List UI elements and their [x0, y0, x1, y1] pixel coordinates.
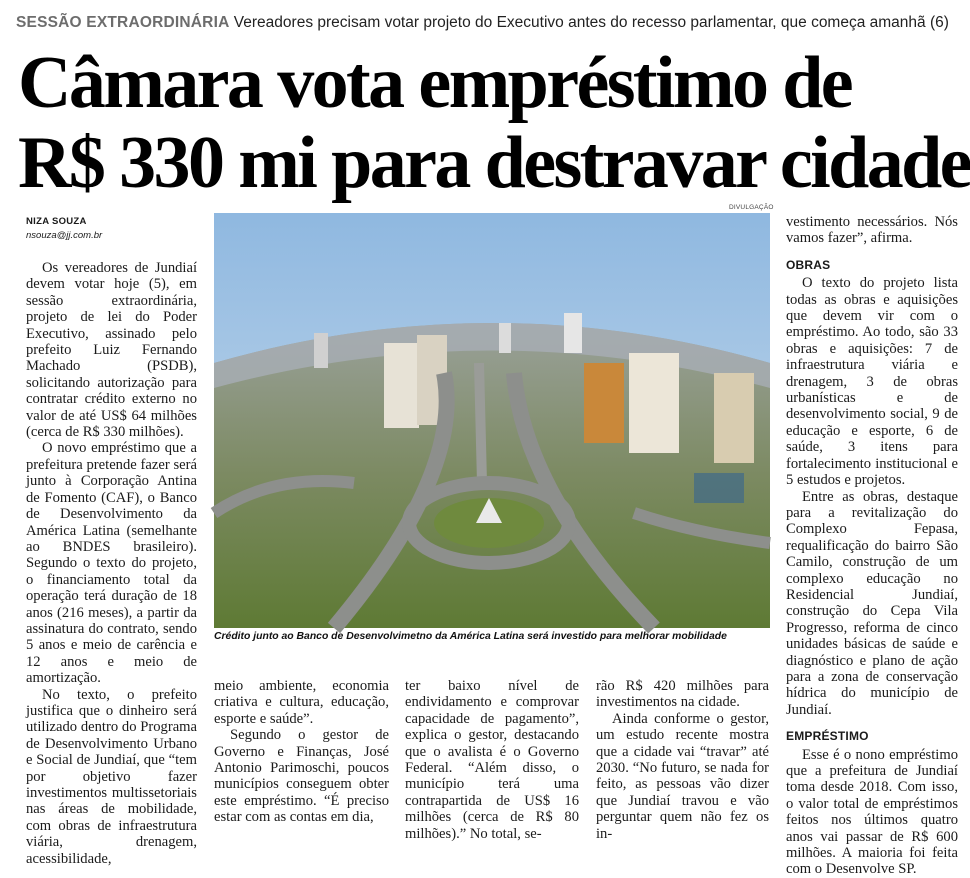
section-heading-obras: OBRAS: [786, 257, 831, 272]
aerial-city-photo: [214, 213, 770, 628]
kicker-text: Vereadores precisam votar projeto do Executivo antes do recesso parlamentar, que começa amanhã (6): [233, 14, 949, 31]
article-column-4: [596, 678, 769, 842]
paragraph: meio ambiente, economia criativa e cultura, educação, esporte e saúde”.: [214, 678, 389, 727]
paragraph: Segundo o gestor de Governo e Finanças, José Antonio Parimoschi, poucos municípios conseguem obter este empréstimo. “É preciso estar com as contas em dia,: [214, 727, 389, 826]
photo-credit: DIVULGAÇÃO: [729, 204, 774, 211]
paragraph: rão R$ 420 milhões para investimentos na cidade.: [596, 678, 769, 711]
paragraph: O novo empréstimo que a prefeitura pretende fazer será junto à Corporação Antina de Fomento (CAF), o Banco de Desenvolvimento da América Latina (semelhante ao BNDES brasileiro). Segundo o texto do projeto, o financiamento total da operação terá duração de 18 anos (216 meses), a partir da assinatura do contrato, sendo 5 anos e meio de carência e 12 anos e meio de amortização.: [26, 440, 197, 687]
byline-email: nsouza@jj.com.br: [26, 230, 103, 241]
article-column-2: [214, 678, 389, 836]
kicker: [16, 14, 956, 36]
headline-line-1: Câmara vota empréstimo de: [18, 42, 852, 124]
paragraph: O texto do projeto lista todas as obras e aquisições que devem vir com o empréstimo. Ao todo, são 33 obras e aquisições: 7 de infraestrutura viária e drenagem, 3 de obras urbanísticas e de desenvolvimento social, 9 de educação e esporte, 6 de saúde, 3 itens para fortalecimento institucional e 5 estudos e projetos.: [786, 275, 958, 489]
paragraph: Esse é o nono empréstimo que a prefeitura de Jundiaí toma desde 2018. Com isso, o valor total de empréstimos feitos nos últimos quatro anos vai passar de R$ 600 milhões. A maioria foi feita com o Desenvolve SP.: [786, 746, 958, 878]
article-column-3: [405, 678, 579, 842]
paragraph: Os vereadores de Jundiaí devem votar hoje (5), em sessão extraordinária, projeto de lei do Poder Executivo, assinado pelo prefeito Luiz Fernando Machado (PSDB), solicitando autorização para contratar crédito externo no valor de até US$ 64 milhões (cerca de R$ 330 milhões).: [26, 260, 197, 441]
paragraph: Entre as obras, destaque para a revitalização do Complexo Fepasa, requalificação do bairro São Camilo, construção de um complexo educação no Residencial Jundiaí, construção do Cepa Vila Progresso, reforma de cinco unidades básicas de saúde e diagnóstico e plano de ação para a zona de conservação hídrica do município de Jundiaí.: [786, 488, 958, 718]
article-column-5: [786, 214, 958, 878]
paragraph: No texto, o prefeito justifica que o dinheiro será utilizado dentro do Programa de Desenvolvimento Urbano e Social de Jundiaí, que “tem por objetivo fazer investimentos multissetoriais nas áreas de mobilidade, com obras de infraestrutura viária, drenagem, acessibilidade,: [26, 686, 197, 867]
paragraph: vestimento necessários. Nós vamos fazer”, afirma.: [786, 214, 958, 247]
section-heading-emprestimo: EMPRÉSTIMO: [786, 729, 869, 744]
byline-name: NIZA SOUZA: [26, 216, 87, 227]
article-column-1: [26, 260, 197, 867]
headline-line-2: R$ 330 mi para destravar cidade: [18, 122, 970, 204]
photo-caption: Crédito junto ao Banco de Desenvolvimetno da América Latina será investido para melhorar mobilidade: [214, 631, 727, 642]
kicker-label: SESSÃO EXTRAORDINÁRIA: [16, 14, 230, 31]
paragraph: Ainda conforme o gestor, um estudo recente mostra que a cidade vai “travar” até 2030. “No futuro, se nada for feito, as pessoas vão dizer que Jundiaí travou e vão perguntar quem não fez os in-: [596, 710, 769, 842]
paragraph: ter baixo nível de endividamento e comprovar capacidade de pagamento”, explica o gestor, destacando que o avalista é o Governo Federal. “Além disso, o município terá uma contrapartida de US$ 16 milhões (cerca de R$ 80 milhões).” No total, se-: [405, 678, 579, 842]
